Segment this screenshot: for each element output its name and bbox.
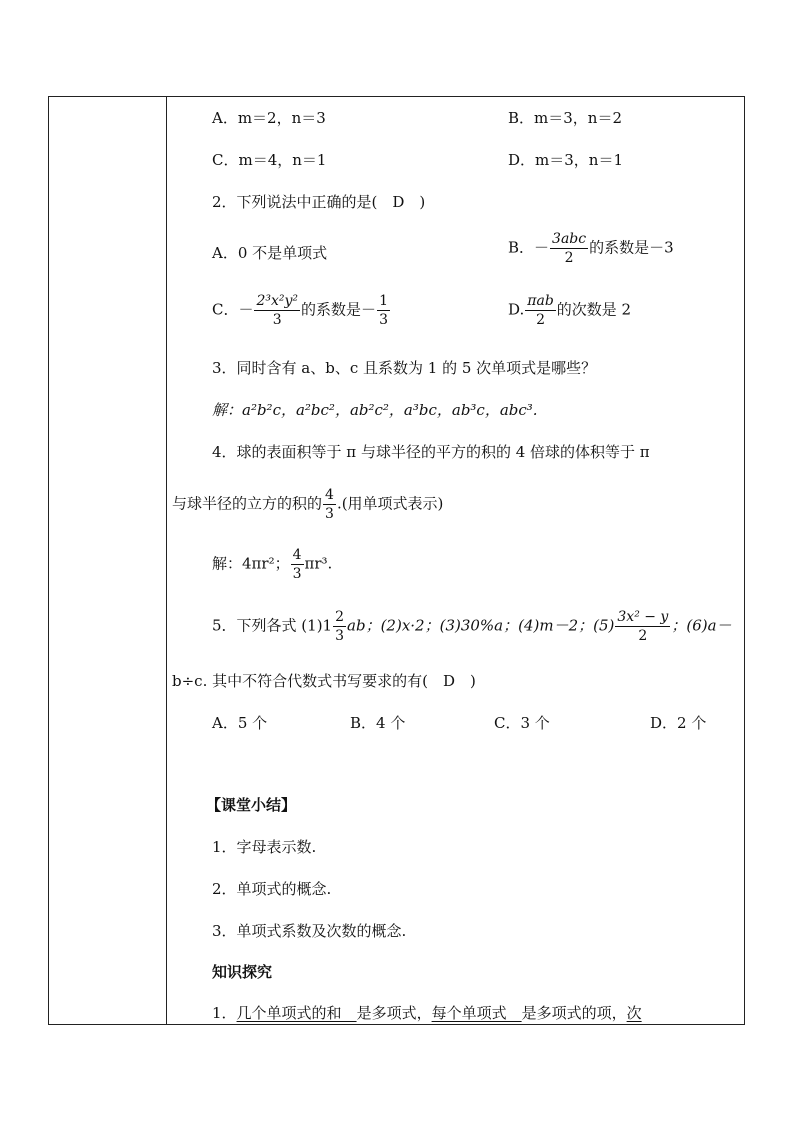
q2-d-denominator: 2: [536, 312, 545, 328]
q4-answer-pre: 解：4πr²；: [212, 554, 290, 573]
last-line-number: 1．: [212, 1004, 237, 1022]
q2-d-suffix: 的次数是 2: [556, 300, 632, 319]
q1-option-a: A．m＝2，n＝3: [212, 109, 326, 127]
column-divider: [166, 96, 167, 1025]
q5-mixed-fraction: [333, 608, 346, 645]
q5-fraction: [615, 608, 670, 645]
last-line-text-1: 是多项式，: [356, 1004, 432, 1022]
q2-c-mid: 的系数是－: [301, 300, 377, 319]
q2-b-denominator: 2: [564, 250, 574, 266]
q1-option-d: D．m＝3，n＝1: [508, 151, 623, 169]
answer-blank-2: 每个单项式: [431, 1004, 522, 1022]
q5-line1-c: ；(6)a－: [671, 616, 732, 635]
last-line: [212, 1003, 642, 1023]
q5-numerator: 3x² − y: [617, 609, 669, 625]
q4-answer-numerator: 4: [292, 547, 302, 563]
q2-b-prefix: B．－: [508, 238, 550, 257]
q2-option-b: [508, 230, 674, 267]
q3-stem: 3．同时含有 a、b、c 且系数为 1 的 5 次单项式是哪些？: [212, 359, 597, 377]
q2-c-fraction: [254, 292, 300, 329]
q3-answer: 解：a²b²c，a²bc²，ab²c²，a³bc，ab³c，abc³.: [212, 401, 538, 419]
q5-option-a: A．5 个: [212, 714, 268, 732]
q2-d-numerator: πab: [527, 293, 554, 309]
q2-c-denominator-2: 3: [379, 312, 388, 328]
q4-line1: 4．球的表面积等于 π 与球半径的平方的积的 4 倍球的体积等于 π: [212, 443, 650, 461]
q2-c-numerator-2: 1: [379, 293, 388, 309]
q2-c-numerator: 2³x²y²: [256, 293, 299, 309]
q4-answer-fraction: [291, 546, 304, 583]
q5-mixed-denominator: 3: [335, 628, 345, 644]
q4-fraction: [323, 486, 336, 523]
q4-answer-denominator: 3: [292, 566, 302, 582]
q2-b-fraction: [550, 230, 588, 267]
q1-option-c: C．m＝4，n＝1: [212, 151, 327, 169]
q5-line1: [212, 608, 732, 645]
summary-item-1: 1．字母表示数.: [212, 838, 317, 856]
q4-denominator: 3: [325, 506, 334, 522]
summary-title: 【课堂小结】: [206, 796, 297, 814]
q4-numerator: 4: [325, 487, 334, 503]
q2-c-prefix: C．－: [212, 300, 254, 319]
q4-line2-post: .(用单项式表示): [336, 494, 444, 513]
summary-item-3: 3．单项式系数及次数的概念.: [212, 922, 407, 940]
q2-b-numerator: 3abc: [552, 231, 587, 247]
q2-b-suffix: 的系数是－3: [589, 238, 674, 257]
q4-line2: [172, 486, 443, 523]
q2-option-d: [508, 292, 631, 329]
summary-item-2: 2．单项式的概念.: [212, 880, 332, 898]
q5-option-b: B．4 个: [350, 714, 406, 732]
q2-c-fraction-2: [377, 292, 390, 329]
q4-answer-post: πr³.: [304, 554, 333, 573]
q1-option-b: B．m＝3，n＝2: [508, 109, 622, 127]
answer-blank-3: 次: [626, 1004, 642, 1022]
q2-stem: 2．下列说法中正确的是( D ): [212, 193, 426, 211]
q5-mixed-numerator: 2: [335, 609, 345, 625]
q4-answer: [212, 546, 332, 583]
q2-option-a: A．0 不是单项式: [212, 244, 328, 262]
q5-line1-b: ab；(2)x·2；(3)30%a；(4)m－2；(5): [347, 616, 615, 635]
q5-option-c: C．3 个: [494, 714, 550, 732]
q2-d-fraction: [525, 292, 556, 329]
q5-denominator: 2: [638, 628, 648, 644]
answer-blank-1: 几个单项式的和: [236, 1004, 357, 1022]
last-line-text-2: 是多项式的项，: [521, 1004, 627, 1022]
explore-heading: 知识探究: [212, 963, 273, 981]
q2-d-prefix: D.: [508, 300, 525, 319]
q5-line2: b÷c. 其中不符合代数式书写要求的有( D ): [172, 672, 476, 690]
q5-line1-a: 5．下列各式 (1)1: [212, 616, 333, 635]
q4-line2-pre: 与球半径的立方的积的: [172, 494, 323, 513]
q5-option-d: D．2 个: [650, 714, 707, 732]
q2-c-denominator: 3: [272, 312, 282, 328]
q2-option-c: [212, 292, 391, 329]
